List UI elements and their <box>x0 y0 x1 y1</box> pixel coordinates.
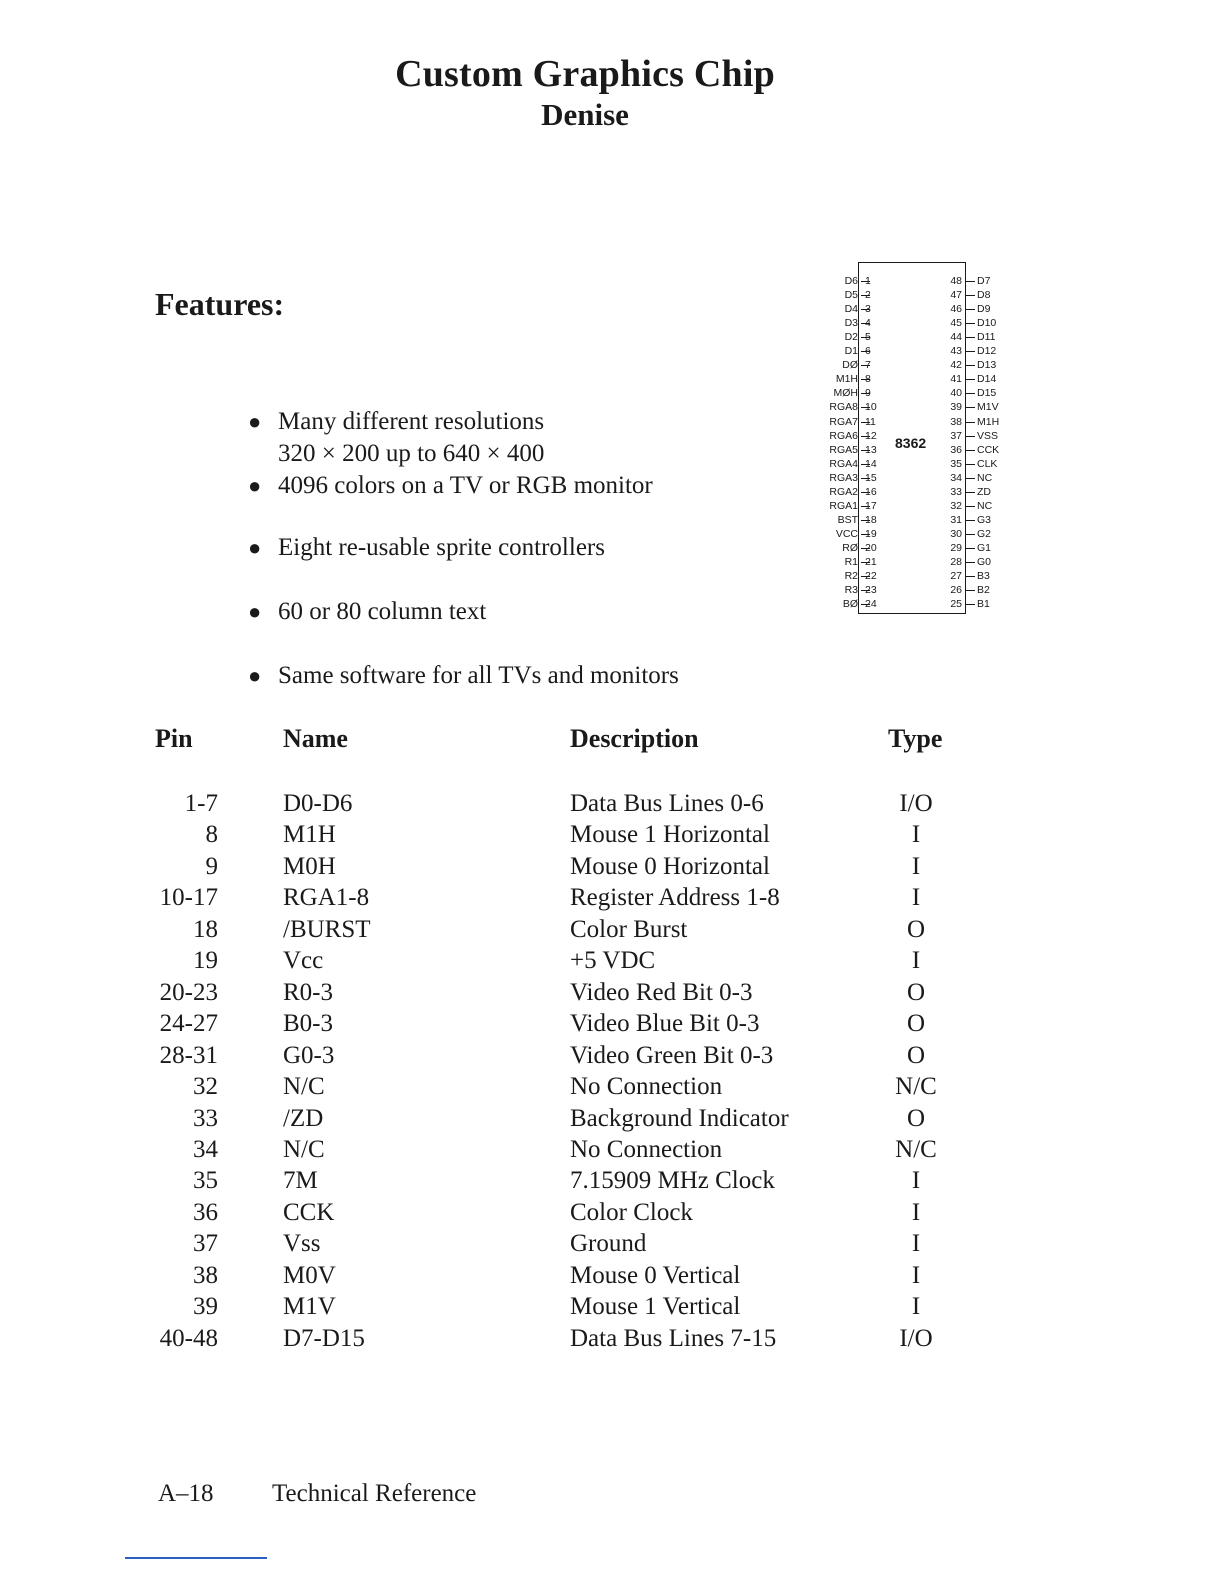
page-subtitle: Denise <box>541 97 629 132</box>
chip-pin-right <box>966 330 1026 344</box>
cell-name: RGA1-8 <box>283 884 370 912</box>
table-row <box>0 977 1224 1008</box>
chip-pin-number: 28 <box>950 556 962 568</box>
cell-type: O <box>906 978 926 1006</box>
bullet-icon: ● <box>248 473 262 498</box>
cell-name: B0-3 <box>283 1010 333 1038</box>
chip-pin-left <box>790 302 870 316</box>
chip-pin-right <box>966 485 1026 499</box>
chip-pin-right <box>966 555 1026 569</box>
cell-pin: 8 <box>205 821 218 849</box>
chip-pin-number: 1 <box>865 275 871 287</box>
chip-pin-name: D9 <box>977 303 991 316</box>
chip-pin-name: D15 <box>977 387 997 400</box>
chip-pin-left <box>790 597 870 611</box>
footer-page-number: A–18 <box>158 1480 214 1507</box>
chip-pin-left <box>790 555 870 569</box>
table-row <box>0 1134 1224 1165</box>
cell-description: Video Blue Bit 0-3 <box>570 1010 760 1038</box>
chip-pin-lead <box>966 365 975 366</box>
chip-pin-lead <box>966 337 975 338</box>
chip-pin-number: 6 <box>865 345 871 358</box>
chip-pin-name: BØ <box>842 598 858 611</box>
cell-type: I <box>911 852 921 880</box>
chip-pin-number: 25 <box>950 598 962 611</box>
chip-pin-name: MØH <box>833 387 858 400</box>
cell-type: I <box>911 1261 921 1289</box>
chip-pin-lead <box>966 281 975 282</box>
chip-pin-name: G1 <box>977 541 992 554</box>
chip-pin-name: RGA3 <box>829 471 858 484</box>
cell-pin: 24-27 <box>159 1010 218 1038</box>
chip-pin-name: RGA8 <box>829 401 858 414</box>
chip-pin-right <box>966 358 1026 372</box>
footer-book-title: Technical Reference <box>272 1480 477 1507</box>
page-title: Custom Graphics Chip <box>395 53 775 95</box>
chip-pin-lead <box>966 534 975 535</box>
cell-type: I <box>911 884 921 912</box>
cell-type: N/C <box>895 1073 937 1101</box>
chip-pin-lead <box>966 590 975 591</box>
chip-pin-name: R1 <box>844 556 858 568</box>
table-row <box>0 882 1224 913</box>
cell-type: I <box>911 947 921 975</box>
cell-type: O <box>906 1010 926 1038</box>
chip-pin-right <box>966 527 1026 541</box>
cell-pin: 20-23 <box>159 978 218 1006</box>
chip-pin-number: 34 <box>950 471 962 484</box>
chip-pin-number: 14 <box>865 457 877 470</box>
chip-pin-lead <box>966 309 975 310</box>
cell-pin: 9 <box>205 852 218 880</box>
chip-pin-right <box>966 471 1026 485</box>
chip-pin-lead <box>966 562 975 563</box>
chip-pin-name: VCC <box>835 527 858 540</box>
chip-pin-left <box>790 471 870 485</box>
table-row <box>0 1165 1224 1196</box>
scan-mark-line <box>125 1557 267 1559</box>
chip-pin-name: RGA2 <box>829 485 858 498</box>
chip-pin-number: 22 <box>865 570 877 583</box>
cell-pin: 36 <box>193 1198 218 1226</box>
feature-text: Eight re-usable sprite controllers <box>278 534 605 561</box>
chip-pin-name: VSS <box>977 429 999 442</box>
cell-pin: 18 <box>193 915 218 943</box>
cell-name: Vcc <box>283 947 324 975</box>
chip-pin-name: RGA1 <box>829 499 858 512</box>
chip-pin-number: 40 <box>950 387 962 400</box>
chip-pin-left <box>790 485 870 499</box>
cell-pin: 28-31 <box>159 1041 218 1069</box>
chip-pin-name: G3 <box>977 513 992 526</box>
chip-pin-name: B3 <box>977 570 990 583</box>
cell-description: Mouse 0 Vertical <box>570 1261 741 1289</box>
cell-pin: 1-7 <box>184 790 218 817</box>
chip-pin-name: D5 <box>844 289 858 302</box>
chip-pin-name: D13 <box>977 359 997 372</box>
cell-name: Vss <box>283 1230 321 1258</box>
cell-type: I <box>911 1230 921 1258</box>
bullet-icon: ● <box>248 409 262 434</box>
chip-pin-name: D6 <box>844 275 858 287</box>
cell-name: M1H <box>283 821 336 849</box>
chip-pin-lead <box>966 520 975 521</box>
chip-pin-number: 23 <box>865 584 877 597</box>
table-row <box>0 1103 1224 1134</box>
chip-pin-right <box>966 429 1026 443</box>
cell-type: O <box>906 1041 926 1069</box>
cell-description: 7.15909 MHz Clock <box>570 1167 775 1195</box>
chip-pin-lead <box>966 379 975 380</box>
cell-name: G0-3 <box>283 1041 335 1069</box>
table-row <box>0 1008 1224 1039</box>
cell-name: N/C <box>283 1073 325 1101</box>
cell-description: Video Red Bit 0-3 <box>570 978 753 1006</box>
chip-pin-number: 38 <box>950 415 962 428</box>
chip-pin-number: 44 <box>950 331 962 344</box>
chip-pin-right <box>966 569 1026 583</box>
chip-pin-lead <box>966 436 975 437</box>
chip-pin-number: 24 <box>865 598 877 611</box>
chip-pin-left <box>790 372 870 386</box>
column-header-name: Name <box>283 724 348 753</box>
chip-pin-left <box>790 358 870 372</box>
chip-pin-name: NC <box>977 471 993 484</box>
cell-pin: 40-48 <box>159 1324 218 1352</box>
chip-pin-name: NC <box>977 499 993 512</box>
cell-pin: 10-17 <box>159 884 218 912</box>
chip-pin-number: 19 <box>865 527 877 540</box>
chip-pin-lead <box>966 506 975 507</box>
chip-pin-number: 2 <box>865 289 871 302</box>
chip-pin-left <box>790 316 870 330</box>
table-row <box>0 1323 1224 1354</box>
cell-description: Color Burst <box>570 915 688 943</box>
chip-pin-left <box>790 527 870 541</box>
table-row <box>0 1291 1224 1322</box>
chip-pin-number: 26 <box>950 584 962 597</box>
chip-pin-right <box>966 274 1026 288</box>
chip-pin-right <box>966 541 1026 555</box>
chip-pin-name: DØ <box>842 359 858 372</box>
chip-pin-number: 41 <box>950 373 962 386</box>
chip-pin-left <box>790 415 870 429</box>
chip-pin-right <box>966 400 1026 414</box>
cell-name: /ZD <box>283 1104 324 1132</box>
chip-pin-left <box>790 274 870 288</box>
bullet-icon: ● <box>248 599 262 624</box>
chip-pin-lead <box>966 576 975 577</box>
feature-text: Same software for all TVs and monitors <box>278 662 679 689</box>
cell-description: Mouse 0 Horizontal <box>570 852 770 880</box>
chip-pin-number: 45 <box>950 317 962 330</box>
chip-pin-name: M1H <box>977 415 1000 428</box>
cell-description: +5 VDC <box>570 947 656 975</box>
cell-name: M0H <box>283 852 336 880</box>
chip-pin-number: 32 <box>950 499 962 512</box>
chip-pin-number: 11 <box>865 415 876 428</box>
cell-description: Data Bus Lines 7-15 <box>570 1324 777 1352</box>
chip-pin-right <box>966 372 1026 386</box>
chip-pin-name: RGA4 <box>829 457 858 470</box>
table-row <box>0 1071 1224 1102</box>
chip-pin-number: 18 <box>865 513 877 526</box>
cell-pin: 37 <box>193 1230 218 1258</box>
chip-pin-name: D10 <box>977 317 997 330</box>
cell-description: No Connection <box>570 1135 723 1163</box>
cell-name: M1V <box>283 1293 336 1321</box>
column-header-description: Description <box>570 724 699 753</box>
chip-pin-lead <box>966 422 975 423</box>
cell-pin: 39 <box>193 1293 218 1321</box>
chip-pin-number: 10 <box>865 401 877 414</box>
chip-pin-left <box>790 386 870 400</box>
cell-type: I <box>911 821 921 849</box>
chip-pin-lead <box>966 295 975 296</box>
chip-pin-left <box>790 569 870 583</box>
chip-pin-left <box>790 330 870 344</box>
cell-type: O <box>906 915 926 943</box>
chip-pin-right <box>966 415 1026 429</box>
chip-pin-name: M1H <box>835 373 858 386</box>
chip-pin-number: 37 <box>950 429 962 442</box>
cell-name: D0-D6 <box>283 790 353 817</box>
cell-name: N/C <box>283 1135 325 1163</box>
chip-pin-right <box>966 597 1026 611</box>
chip-pin-name: M1V <box>977 401 999 414</box>
chip-pin-right <box>966 583 1026 597</box>
cell-description: Ground <box>570 1230 647 1258</box>
chip-pin-left <box>790 499 870 513</box>
chip-pin-number: 35 <box>950 457 962 470</box>
table-row <box>0 1197 1224 1228</box>
chip-pin-name: R2 <box>844 570 858 583</box>
chip-pin-number: 15 <box>865 471 877 484</box>
chip-pin-name: ZD <box>977 485 991 498</box>
cell-pin: 32 <box>193 1073 218 1101</box>
chip-pin-number: 9 <box>865 387 871 400</box>
chip-pin-name: D2 <box>844 331 858 344</box>
cell-type: I/O <box>899 1324 933 1352</box>
feature-text: 60 or 80 column text <box>278 598 487 625</box>
chip-pin-number: 42 <box>950 359 962 372</box>
chip-pin-name: D4 <box>844 303 858 316</box>
chip-pin-name: D7 <box>977 275 991 287</box>
chip-pin-lead <box>966 323 975 324</box>
chip-pin-name: B2 <box>977 584 990 597</box>
cell-description: Color Clock <box>570 1198 693 1226</box>
chip-pin-right <box>966 386 1026 400</box>
chip-pin-number: 46 <box>950 303 962 316</box>
chip-pin-name: RGA7 <box>829 415 858 428</box>
chip-pin-number: 47 <box>950 289 962 302</box>
chip-pin-number: 5 <box>865 331 871 344</box>
chip-pin-name: B1 <box>977 598 990 611</box>
cell-type: I <box>911 1198 921 1226</box>
chip-pin-right <box>966 288 1026 302</box>
cell-pin: 35 <box>193 1167 218 1195</box>
chip-pin-lead <box>966 464 975 465</box>
chip-pin-name: D11 <box>977 331 996 344</box>
chip-pin-lead <box>966 492 975 493</box>
chip-pin-name: D8 <box>977 289 991 302</box>
feature-text: 4096 colors on a TV or RGB monitor <box>278 472 653 499</box>
cell-name: R0-3 <box>283 978 333 1006</box>
chip-pin-right <box>966 302 1026 316</box>
cell-type: I/O <box>899 790 933 817</box>
chip-pin-lead <box>966 604 975 605</box>
cell-name: 7M <box>283 1167 318 1195</box>
bullet-icon: ● <box>248 663 262 688</box>
table-row <box>0 788 1224 819</box>
table-row <box>0 1040 1224 1071</box>
cell-pin: 33 <box>193 1104 218 1132</box>
chip-pin-left <box>790 457 870 471</box>
chip-pin-right <box>966 513 1026 527</box>
chip-pin-number: 17 <box>865 499 877 512</box>
table-row <box>0 1228 1224 1259</box>
chip-pin-number: 30 <box>950 527 962 540</box>
cell-description: Video Green Bit 0-3 <box>570 1041 774 1069</box>
chip-pin-left <box>790 541 870 555</box>
chip-pin-left <box>790 583 870 597</box>
features-heading: Features: <box>155 286 285 322</box>
cell-name: /BURST <box>283 915 371 943</box>
table-row <box>0 914 1224 945</box>
chip-pin-number: 7 <box>865 359 871 372</box>
chip-pin-name: D1 <box>844 345 858 358</box>
chip-pin-name: CCK <box>977 443 1000 456</box>
chip-pin-lead <box>966 450 975 451</box>
chip-pin-lead <box>966 548 975 549</box>
chip-pin-number: 27 <box>950 570 962 583</box>
chip-pin-number: 39 <box>950 401 962 414</box>
chip-pin-number: 16 <box>865 485 877 498</box>
cell-description: No Connection <box>570 1073 723 1101</box>
chip-pin-right <box>966 457 1026 471</box>
chip-pin-name: BST <box>837 513 858 526</box>
cell-type: I <box>911 1293 921 1321</box>
chip-pin-lead <box>966 351 975 352</box>
chip-pin-right <box>966 443 1026 457</box>
chip-pin-left <box>790 443 870 457</box>
chip-pin-left <box>790 513 870 527</box>
chip-pin-number: 48 <box>950 275 962 287</box>
table-row <box>0 945 1224 976</box>
chip-pin-lead <box>966 407 975 408</box>
feature-text-continued: 320 × 200 up to 640 × 400 <box>278 440 545 467</box>
cell-pin: 19 <box>193 947 218 975</box>
chip-pin-name: G2 <box>977 527 992 540</box>
chip-pin-left <box>790 400 870 414</box>
feature-text: Many different resolutions <box>278 408 545 435</box>
chip-pin-right <box>966 316 1026 330</box>
chip-pin-name: RGA6 <box>829 429 858 442</box>
chip-pin-name: G0 <box>977 556 992 568</box>
table-row <box>0 1260 1224 1291</box>
chip-pin-number: 36 <box>950 443 962 456</box>
chip-pin-number: 29 <box>950 541 962 554</box>
table-row <box>0 851 1224 882</box>
chip-pin-left <box>790 288 870 302</box>
chip-pin-name: D12 <box>977 345 997 358</box>
chip-pin-left <box>790 429 870 443</box>
column-header-pin: Pin <box>155 724 193 753</box>
chip-pin-number: 20 <box>865 541 877 554</box>
chip-pin-lead <box>966 393 975 394</box>
chip-pin-number: 43 <box>950 345 962 358</box>
cell-name: M0V <box>283 1261 336 1289</box>
cell-pin: 38 <box>193 1261 218 1289</box>
chip-pin-name: RØ <box>842 541 858 554</box>
chip-pin-lead <box>966 478 975 479</box>
chip-pin-number: 4 <box>865 317 871 330</box>
chip-pin-name: R3 <box>844 584 858 597</box>
chip-pin-right <box>966 344 1026 358</box>
chip-pin-number: 21 <box>865 556 877 568</box>
column-header-type: Type <box>888 724 943 753</box>
cell-description: Data Bus Lines 0-6 <box>570 790 764 817</box>
table-row <box>0 819 1224 850</box>
chip-pin-right <box>966 499 1026 513</box>
cell-description: Register Address 1-8 <box>570 884 780 912</box>
chip-pin-number: 12 <box>865 429 877 442</box>
chip-pin-name: CLK <box>977 457 998 470</box>
cell-name: D7-D15 <box>283 1324 365 1352</box>
chip-pin-number: 13 <box>865 443 877 456</box>
chip-pin-name: D3 <box>844 317 858 330</box>
cell-description: Mouse 1 Vertical <box>570 1293 741 1321</box>
chip-pin-number: 3 <box>865 303 871 316</box>
chip-pin-number: 33 <box>950 485 962 498</box>
bullet-icon: ● <box>248 535 262 560</box>
chip-pin-name: RGA5 <box>829 443 858 456</box>
cell-type: O <box>906 1104 926 1132</box>
cell-type: I <box>911 1167 921 1195</box>
chip-pin-number: 8 <box>865 373 871 386</box>
cell-description: Background Indicator <box>570 1104 789 1132</box>
cell-pin: 34 <box>193 1135 218 1163</box>
cell-description: Mouse 1 Horizontal <box>570 821 770 849</box>
chip-part-number: 8362 <box>895 435 927 451</box>
cell-type: N/C <box>895 1135 937 1163</box>
chip-pin-left <box>790 344 870 358</box>
chip-pin-number: 31 <box>950 513 962 526</box>
chip-pin-name: D14 <box>977 373 997 386</box>
cell-name: CCK <box>283 1198 335 1226</box>
